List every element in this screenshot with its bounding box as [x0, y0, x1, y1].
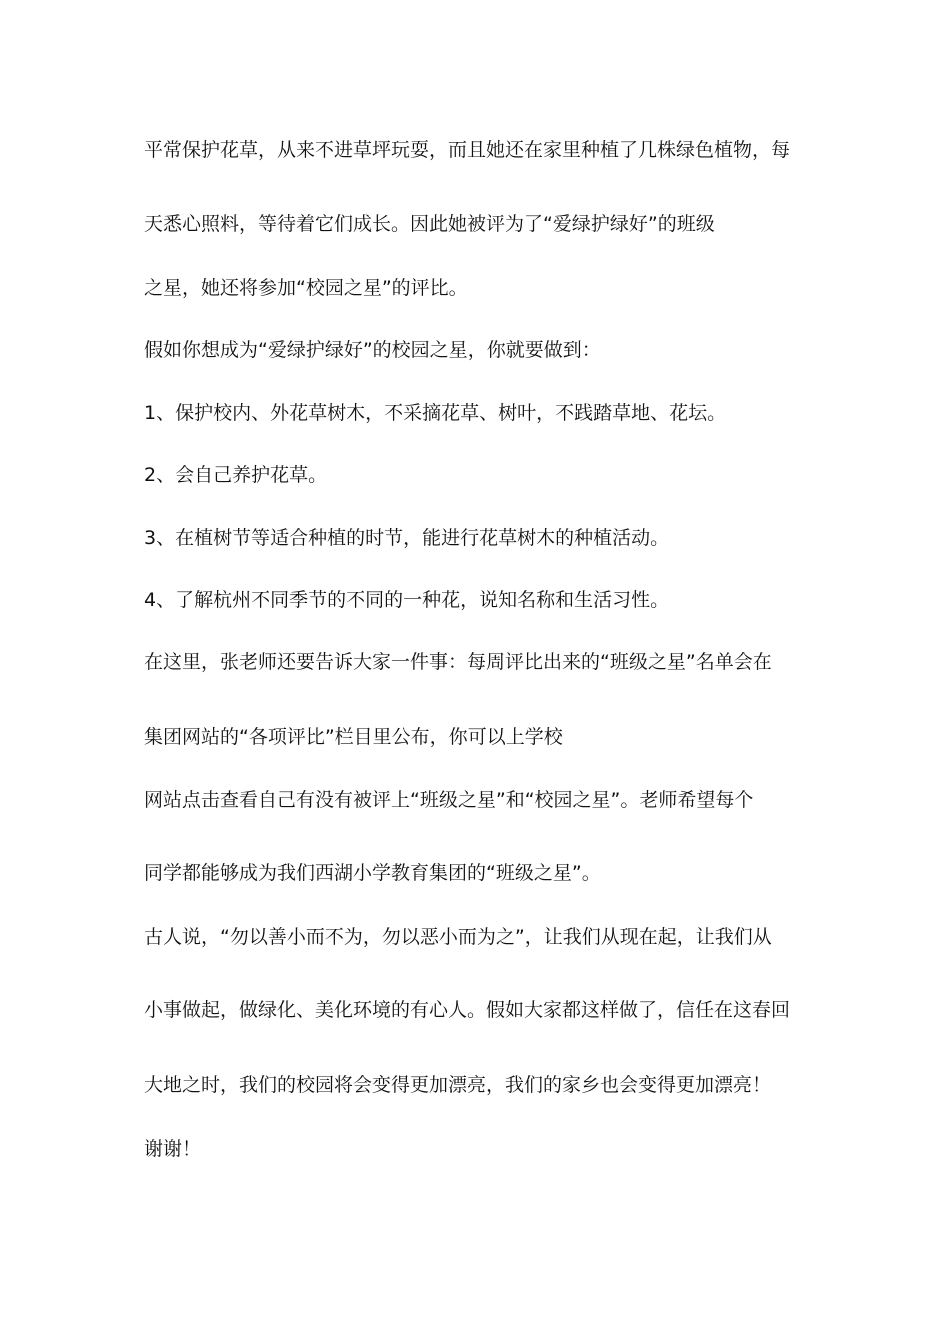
text-line: 之星，她还将参加“校园之星”的评比。 [144, 277, 468, 299]
text-line: 天悉心照料，等待着它们成长。因此她被评为了“爱绿护绿好”的班级 [144, 213, 715, 235]
text-line: 大地之时，我们的校园将会变得更加漂亮，我们的家乡也会变得更加漂亮！ [144, 1074, 772, 1096]
text-line: 古人说，“勿以善小而不为，勿以恶小而为之”，让我们从现在起，让我们从 [144, 926, 772, 948]
closing-text: 谢谢！ [144, 1138, 202, 1160]
list-item: 3、在植树节等适合种植的时节，能进行花草树木的种植活动。 [144, 527, 670, 549]
text-line: 小事做起，做绿化、美化环境的有心人。假如大家都这样做了，信任在这春回 [144, 999, 791, 1021]
text-line: 平常保护花草，从来不进草坪玩耍，而且她还在家里种植了几株绿色植物，每 [144, 139, 791, 161]
list-item: 4、了解杭州不同季节的不同的一种花，说知名称和生活习性。 [144, 589, 670, 611]
text-line: 集团网站的“各项评比”栏目里公布，你可以上学校 [144, 726, 563, 748]
list-item: 2、会自己养护花草。 [144, 464, 328, 486]
text-line: 同学都能够成为我们西湖小学教育集团的“班级之星”。 [144, 862, 601, 884]
text-line: 假如你想成为“爱绿护绿好”的校园之星，你就要做到： [144, 339, 601, 361]
text-line: 在这里，张老师还要告诉大家一件事：每周评比出来的“班级之星”名单会在 [144, 651, 772, 673]
text-line: 网站点击查看自己有没有被评上“班级之星”和“校园之星”。老师希望每个 [144, 789, 754, 811]
list-item: 1、保护校内、外花草树木，不采摘花草、树叶，不践踏草地、花坛。 [144, 402, 727, 424]
